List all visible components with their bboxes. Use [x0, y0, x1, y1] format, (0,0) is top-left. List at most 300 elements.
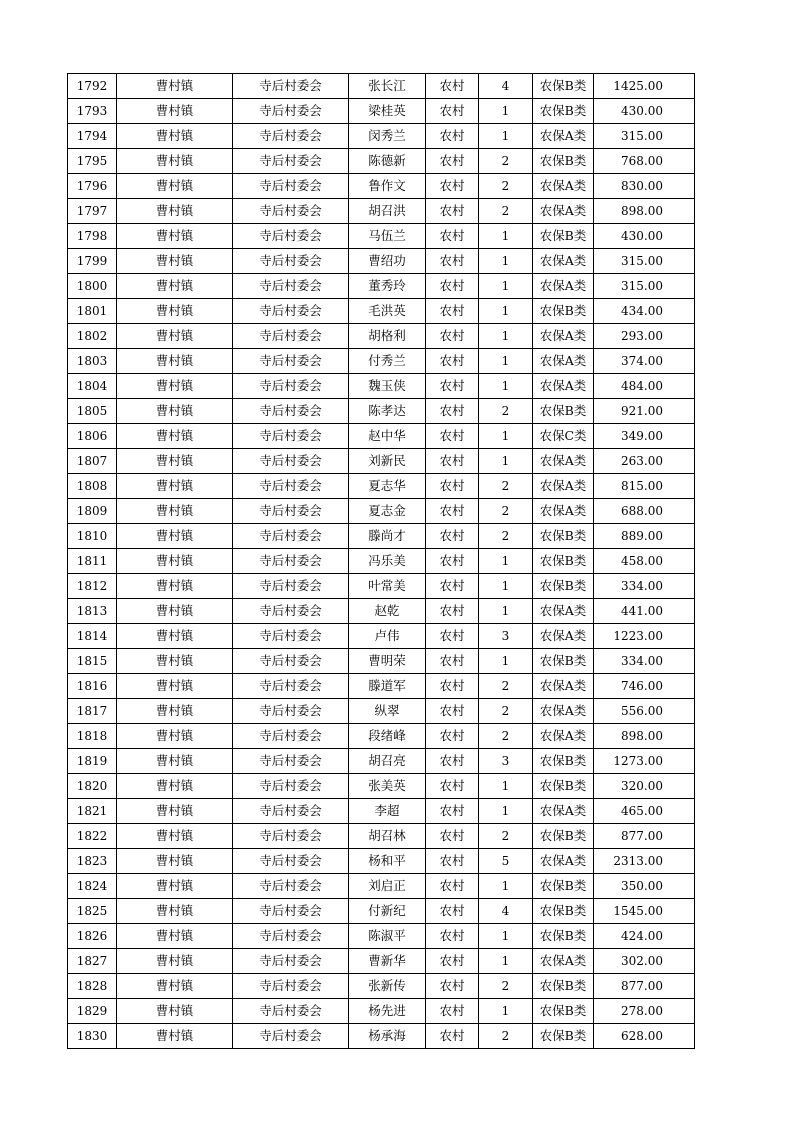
- people-count-cell: 1: [479, 999, 533, 1024]
- town-cell: 曹村镇: [117, 799, 233, 824]
- category-cell: 农保A类: [533, 449, 594, 474]
- table-row: [68, 724, 695, 749]
- village-committee-cell: 寺后村委会: [233, 974, 349, 999]
- name-cell: 胡召洪: [349, 199, 426, 224]
- household-type-cell: 农村: [426, 374, 479, 399]
- category-cell: 农保A类: [533, 274, 594, 299]
- village-committee-cell: 寺后村委会: [233, 799, 349, 824]
- household-type-cell: 农村: [426, 449, 479, 474]
- people-count-cell: 1: [479, 124, 533, 149]
- amount-cell: 746.00: [594, 674, 695, 699]
- amount-cell: 293.00: [594, 324, 695, 349]
- household-type-cell: 农村: [426, 824, 479, 849]
- row-number: 1828: [68, 974, 117, 999]
- name-cell: 杨承海: [349, 1024, 426, 1049]
- amount-cell: 374.00: [594, 349, 695, 374]
- name-cell: 滕道军: [349, 674, 426, 699]
- category-cell: 农保A类: [533, 174, 594, 199]
- name-cell: 滕尚才: [349, 524, 426, 549]
- town-cell: 曹村镇: [117, 774, 233, 799]
- people-count-cell: 2: [479, 1024, 533, 1049]
- row-number: 1805: [68, 399, 117, 424]
- people-count-cell: 1: [479, 549, 533, 574]
- name-cell: 曹新华: [349, 949, 426, 974]
- name-cell: 夏志华: [349, 474, 426, 499]
- people-count-cell: 1: [479, 649, 533, 674]
- table-row: [68, 349, 695, 374]
- town-cell: 曹村镇: [117, 749, 233, 774]
- people-count-cell: 2: [479, 974, 533, 999]
- name-cell: 曹绍功: [349, 249, 426, 274]
- name-cell: 夏志金: [349, 499, 426, 524]
- town-cell: 曹村镇: [117, 699, 233, 724]
- table-row: [68, 74, 695, 99]
- village-committee-cell: 寺后村委会: [233, 399, 349, 424]
- table-row: [68, 699, 695, 724]
- name-cell: 杨先进: [349, 999, 426, 1024]
- category-cell: 农保B类: [533, 749, 594, 774]
- village-committee-cell: 寺后村委会: [233, 449, 349, 474]
- amount-cell: 441.00: [594, 599, 695, 624]
- town-cell: 曹村镇: [117, 124, 233, 149]
- town-cell: 曹村镇: [117, 524, 233, 549]
- people-count-cell: 2: [479, 699, 533, 724]
- table-row: [68, 874, 695, 899]
- table-row: [68, 624, 695, 649]
- amount-cell: 315.00: [594, 274, 695, 299]
- people-count-cell: 1: [479, 249, 533, 274]
- amount-cell: 556.00: [594, 699, 695, 724]
- row-number: 1796: [68, 174, 117, 199]
- category-cell: 农保B类: [533, 774, 594, 799]
- village-committee-cell: 寺后村委会: [233, 874, 349, 899]
- table-row: [68, 774, 695, 799]
- town-cell: 曹村镇: [117, 474, 233, 499]
- people-count-cell: 1: [479, 599, 533, 624]
- row-number: 1793: [68, 99, 117, 124]
- village-committee-cell: 寺后村委会: [233, 474, 349, 499]
- amount-cell: 898.00: [594, 199, 695, 224]
- town-cell: 曹村镇: [117, 649, 233, 674]
- village-committee-cell: 寺后村委会: [233, 699, 349, 724]
- row-number: 1815: [68, 649, 117, 674]
- village-committee-cell: 寺后村委会: [233, 274, 349, 299]
- village-committee-cell: 寺后村委会: [233, 524, 349, 549]
- category-cell: 农保B类: [533, 899, 594, 924]
- amount-cell: 1273.00: [594, 749, 695, 774]
- amount-cell: 350.00: [594, 874, 695, 899]
- village-committee-cell: 寺后村委会: [233, 374, 349, 399]
- row-number: 1794: [68, 124, 117, 149]
- village-committee-cell: 寺后村委会: [233, 124, 349, 149]
- household-type-cell: 农村: [426, 499, 479, 524]
- row-number: 1809: [68, 499, 117, 524]
- table-row: [68, 574, 695, 599]
- town-cell: 曹村镇: [117, 99, 233, 124]
- category-cell: 农保B类: [533, 574, 594, 599]
- name-cell: 叶常美: [349, 574, 426, 599]
- people-count-cell: 1: [479, 324, 533, 349]
- amount-cell: 1425.00: [594, 74, 695, 99]
- row-number: 1799: [68, 249, 117, 274]
- people-count-cell: 4: [479, 899, 533, 924]
- village-committee-cell: 寺后村委会: [233, 349, 349, 374]
- people-count-cell: 1: [479, 874, 533, 899]
- amount-cell: 921.00: [594, 399, 695, 424]
- name-cell: 张美英: [349, 774, 426, 799]
- village-committee-cell: 寺后村委会: [233, 924, 349, 949]
- town-cell: 曹村镇: [117, 624, 233, 649]
- row-number: 1797: [68, 199, 117, 224]
- category-cell: 农保A类: [533, 949, 594, 974]
- amount-cell: 320.00: [594, 774, 695, 799]
- amount-cell: 889.00: [594, 524, 695, 549]
- amount-cell: 349.00: [594, 424, 695, 449]
- row-number: 1800: [68, 274, 117, 299]
- household-type-cell: 农村: [426, 249, 479, 274]
- name-cell: 陈淑平: [349, 924, 426, 949]
- category-cell: 农保A类: [533, 324, 594, 349]
- household-type-cell: 农村: [426, 299, 479, 324]
- town-cell: 曹村镇: [117, 849, 233, 874]
- people-count-cell: 1: [479, 574, 533, 599]
- town-cell: 曹村镇: [117, 199, 233, 224]
- household-type-cell: 农村: [426, 124, 479, 149]
- category-cell: 农保B类: [533, 649, 594, 674]
- row-number: 1798: [68, 224, 117, 249]
- town-cell: 曹村镇: [117, 574, 233, 599]
- row-number: 1825: [68, 899, 117, 924]
- row-number: 1830: [68, 1024, 117, 1049]
- amount-cell: 830.00: [594, 174, 695, 199]
- amount-cell: 315.00: [594, 249, 695, 274]
- amount-cell: 434.00: [594, 299, 695, 324]
- town-cell: 曹村镇: [117, 674, 233, 699]
- category-cell: 农保A类: [533, 724, 594, 749]
- people-count-cell: 3: [479, 749, 533, 774]
- name-cell: 张新传: [349, 974, 426, 999]
- name-cell: 刘启正: [349, 874, 426, 899]
- town-cell: 曹村镇: [117, 274, 233, 299]
- table-row: [68, 599, 695, 624]
- amount-cell: 877.00: [594, 824, 695, 849]
- row-number: 1802: [68, 324, 117, 349]
- row-number: 1823: [68, 849, 117, 874]
- people-count-cell: 1: [479, 274, 533, 299]
- people-count-cell: 3: [479, 624, 533, 649]
- row-number: 1803: [68, 349, 117, 374]
- category-cell: 农保A类: [533, 624, 594, 649]
- amount-cell: 1223.00: [594, 624, 695, 649]
- amount-cell: 768.00: [594, 149, 695, 174]
- name-cell: 付秀兰: [349, 349, 426, 374]
- village-committee-cell: 寺后村委会: [233, 724, 349, 749]
- town-cell: 曹村镇: [117, 999, 233, 1024]
- people-count-cell: 2: [479, 199, 533, 224]
- amount-cell: 465.00: [594, 799, 695, 824]
- category-cell: 农保A类: [533, 599, 594, 624]
- amount-cell: 278.00: [594, 999, 695, 1024]
- village-committee-cell: 寺后村委会: [233, 499, 349, 524]
- category-cell: 农保A类: [533, 124, 594, 149]
- table-row: [68, 174, 695, 199]
- table-row: [68, 499, 695, 524]
- village-committee-cell: 寺后村委会: [233, 549, 349, 574]
- village-committee-cell: 寺后村委会: [233, 174, 349, 199]
- town-cell: 曹村镇: [117, 424, 233, 449]
- household-type-cell: 农村: [426, 874, 479, 899]
- village-committee-cell: 寺后村委会: [233, 774, 349, 799]
- category-cell: 农保B类: [533, 524, 594, 549]
- people-count-cell: 2: [479, 174, 533, 199]
- town-cell: 曹村镇: [117, 449, 233, 474]
- table-row: [68, 149, 695, 174]
- row-number: 1808: [68, 474, 117, 499]
- category-cell: 农保B类: [533, 299, 594, 324]
- amount-cell: 334.00: [594, 649, 695, 674]
- table-row: [68, 799, 695, 824]
- people-count-cell: 1: [479, 224, 533, 249]
- household-type-cell: 农村: [426, 199, 479, 224]
- town-cell: 曹村镇: [117, 899, 233, 924]
- household-type-cell: 农村: [426, 99, 479, 124]
- village-committee-cell: 寺后村委会: [233, 424, 349, 449]
- village-committee-cell: 寺后村委会: [233, 199, 349, 224]
- village-committee-cell: 寺后村委会: [233, 224, 349, 249]
- amount-cell: 898.00: [594, 724, 695, 749]
- household-type-cell: 农村: [426, 949, 479, 974]
- name-cell: 卢伟: [349, 624, 426, 649]
- village-committee-cell: 寺后村委会: [233, 899, 349, 924]
- table-row: [68, 899, 695, 924]
- name-cell: 陈孝达: [349, 399, 426, 424]
- household-type-cell: 农村: [426, 674, 479, 699]
- town-cell: 曹村镇: [117, 149, 233, 174]
- household-type-cell: 农村: [426, 424, 479, 449]
- amount-cell: 484.00: [594, 374, 695, 399]
- table-row: [68, 99, 695, 124]
- name-cell: 段绪峰: [349, 724, 426, 749]
- row-number: 1820: [68, 774, 117, 799]
- village-committee-cell: 寺后村委会: [233, 674, 349, 699]
- amount-cell: 302.00: [594, 949, 695, 974]
- name-cell: 马伍兰: [349, 224, 426, 249]
- category-cell: 农保B类: [533, 999, 594, 1024]
- town-cell: 曹村镇: [117, 249, 233, 274]
- people-count-cell: 4: [479, 74, 533, 99]
- amount-cell: 334.00: [594, 574, 695, 599]
- row-number: 1795: [68, 149, 117, 174]
- household-type-cell: 农村: [426, 224, 479, 249]
- category-cell: 农保A类: [533, 349, 594, 374]
- name-cell: 付新纪: [349, 899, 426, 924]
- people-count-cell: 1: [479, 774, 533, 799]
- people-count-cell: 1: [479, 374, 533, 399]
- household-type-cell: 农村: [426, 324, 479, 349]
- table-row: [68, 324, 695, 349]
- town-cell: 曹村镇: [117, 874, 233, 899]
- people-count-cell: 2: [479, 524, 533, 549]
- name-cell: 杨和平: [349, 849, 426, 874]
- name-cell: 鲁作文: [349, 174, 426, 199]
- household-type-cell: 农村: [426, 624, 479, 649]
- town-cell: 曹村镇: [117, 724, 233, 749]
- name-cell: 胡召林: [349, 824, 426, 849]
- table-body: [68, 74, 695, 1049]
- amount-cell: 628.00: [594, 1024, 695, 1049]
- amount-cell: 815.00: [594, 474, 695, 499]
- name-cell: 胡召亮: [349, 749, 426, 774]
- people-count-cell: 1: [479, 799, 533, 824]
- amount-cell: 263.00: [594, 449, 695, 474]
- village-committee-cell: 寺后村委会: [233, 599, 349, 624]
- category-cell: 农保A类: [533, 374, 594, 399]
- table-row: [68, 674, 695, 699]
- category-cell: 农保B类: [533, 1024, 594, 1049]
- name-cell: 董秀玲: [349, 274, 426, 299]
- category-cell: 农保A类: [533, 799, 594, 824]
- row-number: 1818: [68, 724, 117, 749]
- row-number: 1813: [68, 599, 117, 624]
- household-type-cell: 农村: [426, 274, 479, 299]
- people-count-cell: 2: [479, 824, 533, 849]
- row-number: 1801: [68, 299, 117, 324]
- table-row: [68, 474, 695, 499]
- table-row: [68, 249, 695, 274]
- village-committee-cell: 寺后村委会: [233, 249, 349, 274]
- name-cell: 曹明荣: [349, 649, 426, 674]
- table-row: [68, 549, 695, 574]
- table-row: [68, 1024, 695, 1049]
- row-number: 1814: [68, 624, 117, 649]
- table-row: [68, 824, 695, 849]
- table-row: [68, 224, 695, 249]
- household-type-cell: 农村: [426, 549, 479, 574]
- village-committee-cell: 寺后村委会: [233, 299, 349, 324]
- row-number: 1817: [68, 699, 117, 724]
- village-committee-cell: 寺后村委会: [233, 849, 349, 874]
- category-cell: 农保A类: [533, 199, 594, 224]
- name-cell: 梁桂英: [349, 99, 426, 124]
- household-type-cell: 农村: [426, 799, 479, 824]
- name-cell: 李超: [349, 799, 426, 824]
- table-row: [68, 974, 695, 999]
- household-type-cell: 农村: [426, 724, 479, 749]
- amount-cell: 315.00: [594, 124, 695, 149]
- category-cell: 农保B类: [533, 149, 594, 174]
- people-count-cell: 1: [479, 424, 533, 449]
- household-type-cell: 农村: [426, 699, 479, 724]
- data-table: [67, 73, 695, 1049]
- table-row: [68, 424, 695, 449]
- category-cell: 农保B类: [533, 824, 594, 849]
- table-row: [68, 124, 695, 149]
- town-cell: 曹村镇: [117, 499, 233, 524]
- household-type-cell: 农村: [426, 149, 479, 174]
- name-cell: 闵秀兰: [349, 124, 426, 149]
- household-type-cell: 农村: [426, 474, 479, 499]
- household-type-cell: 农村: [426, 649, 479, 674]
- town-cell: 曹村镇: [117, 949, 233, 974]
- amount-cell: 2313.00: [594, 849, 695, 874]
- row-number: 1819: [68, 749, 117, 774]
- row-number: 1822: [68, 824, 117, 849]
- village-committee-cell: 寺后村委会: [233, 74, 349, 99]
- amount-cell: 458.00: [594, 549, 695, 574]
- category-cell: 农保A类: [533, 849, 594, 874]
- household-type-cell: 农村: [426, 999, 479, 1024]
- table-row: [68, 274, 695, 299]
- table-row: [68, 649, 695, 674]
- category-cell: 农保B类: [533, 74, 594, 99]
- name-cell: 陈德新: [349, 149, 426, 174]
- category-cell: 农保A类: [533, 499, 594, 524]
- category-cell: 农保A类: [533, 474, 594, 499]
- amount-cell: 877.00: [594, 974, 695, 999]
- household-type-cell: 农村: [426, 924, 479, 949]
- town-cell: 曹村镇: [117, 599, 233, 624]
- household-type-cell: 农村: [426, 74, 479, 99]
- table-row: [68, 524, 695, 549]
- category-cell: 农保B类: [533, 224, 594, 249]
- amount-cell: 430.00: [594, 99, 695, 124]
- town-cell: 曹村镇: [117, 399, 233, 424]
- village-committee-cell: 寺后村委会: [233, 949, 349, 974]
- household-type-cell: 农村: [426, 174, 479, 199]
- name-cell: 赵中华: [349, 424, 426, 449]
- table-row: [68, 374, 695, 399]
- name-cell: 毛洪英: [349, 299, 426, 324]
- row-number: 1804: [68, 374, 117, 399]
- village-committee-cell: 寺后村委会: [233, 999, 349, 1024]
- name-cell: 冯乐美: [349, 549, 426, 574]
- category-cell: 农保B类: [533, 924, 594, 949]
- people-count-cell: 1: [479, 349, 533, 374]
- table-row: [68, 449, 695, 474]
- row-number: 1826: [68, 924, 117, 949]
- village-committee-cell: 寺后村委会: [233, 749, 349, 774]
- amount-cell: 424.00: [594, 924, 695, 949]
- town-cell: 曹村镇: [117, 174, 233, 199]
- table-row: [68, 849, 695, 874]
- village-committee-cell: 寺后村委会: [233, 824, 349, 849]
- town-cell: 曹村镇: [117, 1024, 233, 1049]
- category-cell: 农保B类: [533, 549, 594, 574]
- village-committee-cell: 寺后村委会: [233, 149, 349, 174]
- town-cell: 曹村镇: [117, 549, 233, 574]
- name-cell: 张长江: [349, 74, 426, 99]
- row-number: 1824: [68, 874, 117, 899]
- household-type-cell: 农村: [426, 1024, 479, 1049]
- row-number: 1807: [68, 449, 117, 474]
- town-cell: 曹村镇: [117, 324, 233, 349]
- village-committee-cell: 寺后村委会: [233, 574, 349, 599]
- town-cell: 曹村镇: [117, 224, 233, 249]
- category-cell: 农保B类: [533, 399, 594, 424]
- town-cell: 曹村镇: [117, 974, 233, 999]
- category-cell: 农保A类: [533, 674, 594, 699]
- village-committee-cell: 寺后村委会: [233, 324, 349, 349]
- name-cell: 魏玉侠: [349, 374, 426, 399]
- people-count-cell: 5: [479, 849, 533, 874]
- household-type-cell: 农村: [426, 574, 479, 599]
- table-row: [68, 199, 695, 224]
- people-count-cell: 2: [479, 474, 533, 499]
- people-count-cell: 2: [479, 674, 533, 699]
- village-committee-cell: 寺后村委会: [233, 1024, 349, 1049]
- town-cell: 曹村镇: [117, 349, 233, 374]
- people-count-cell: 1: [479, 924, 533, 949]
